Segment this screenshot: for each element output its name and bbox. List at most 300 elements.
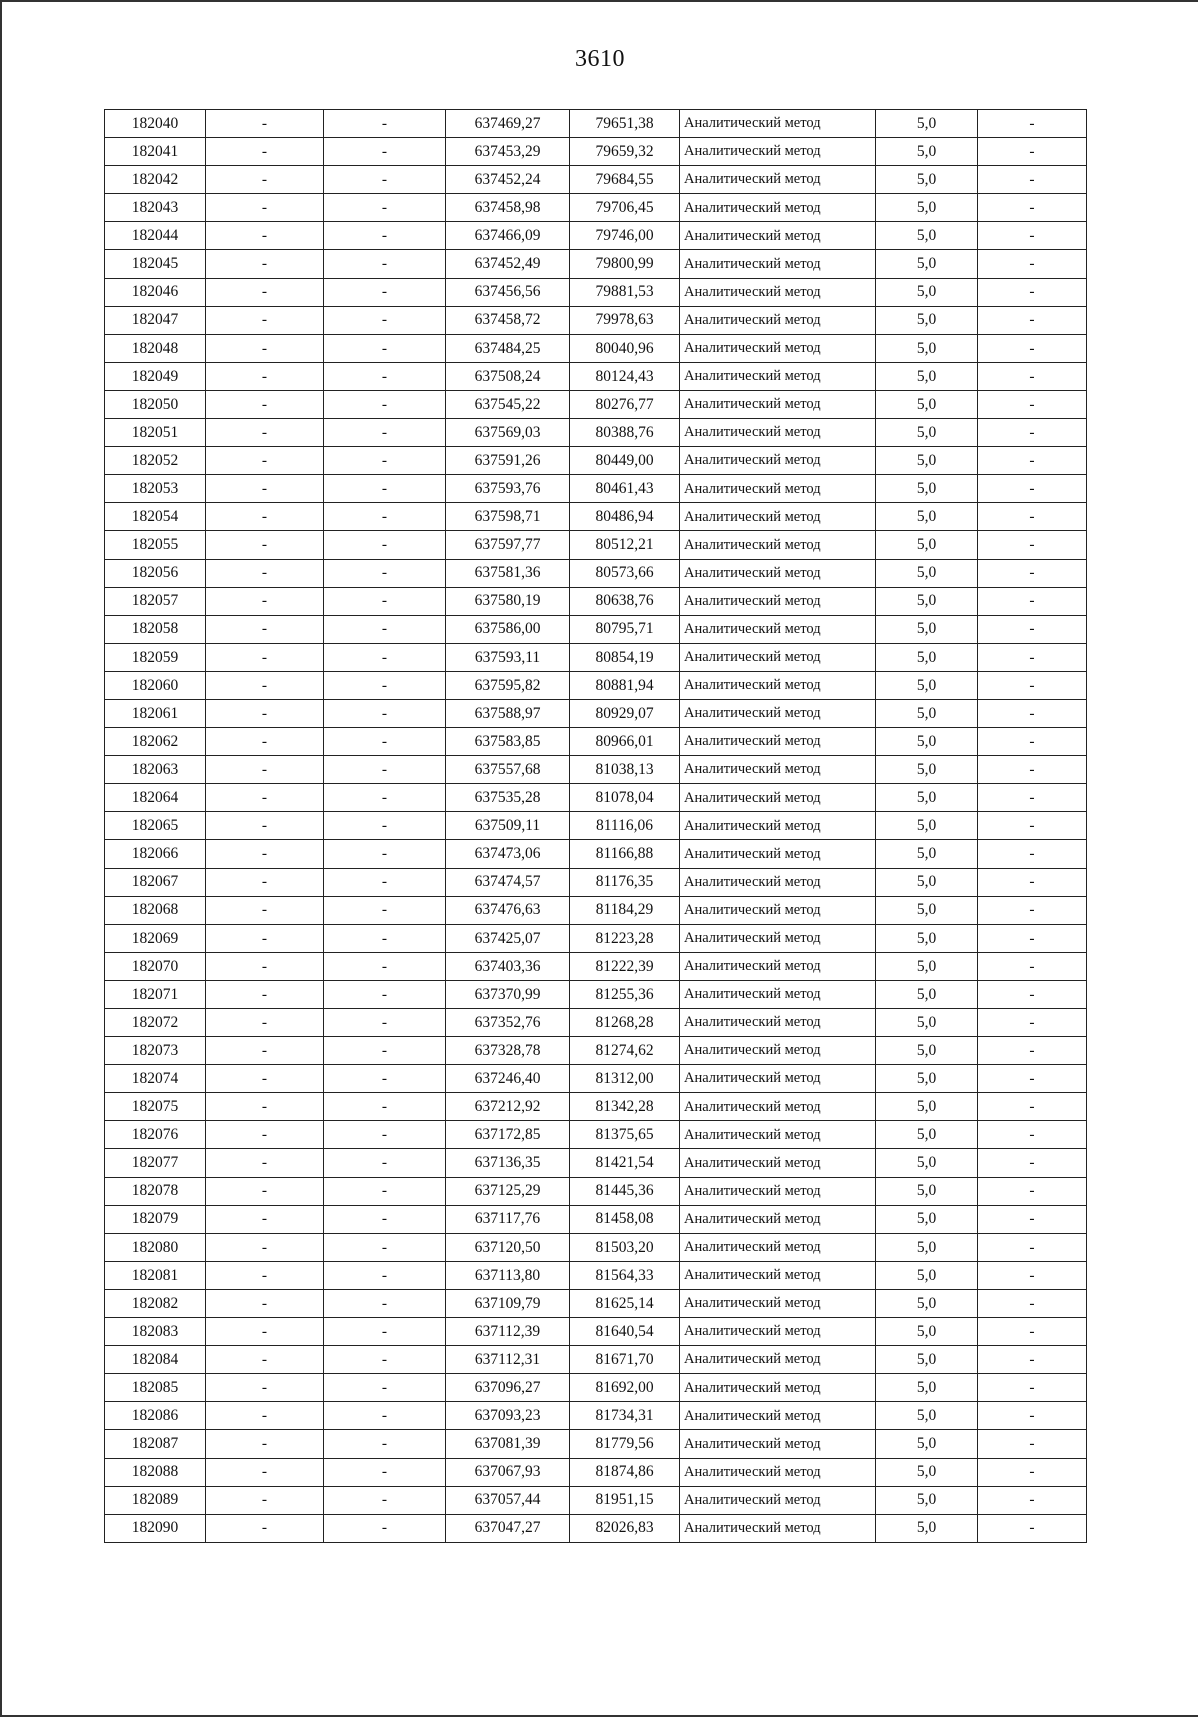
precision-cell: 5,0: [876, 419, 978, 447]
point-number-cell: 182072: [105, 1009, 206, 1037]
table-row: [105, 531, 1087, 559]
coord-y-cell: 81274,62: [570, 1037, 680, 1065]
dash-cell-a: -: [206, 503, 324, 531]
dash-cell-c: -: [978, 503, 1087, 531]
dash-cell-b: -: [324, 1318, 446, 1346]
coord-y-cell: 81176,35: [570, 868, 680, 896]
precision-cell: 5,0: [876, 1093, 978, 1121]
point-number-cell: 182071: [105, 980, 206, 1008]
method-cell: Аналитический метод: [680, 1009, 876, 1037]
point-number-cell: 182040: [105, 110, 206, 138]
dash-cell-b: -: [324, 194, 446, 222]
coord-y-cell: 80929,07: [570, 699, 680, 727]
dash-cell-a: -: [206, 1233, 324, 1261]
dash-cell-c: -: [978, 615, 1087, 643]
dash-cell-b: -: [324, 1149, 446, 1177]
table-body: [105, 110, 1087, 1543]
table-row: [105, 138, 1087, 166]
dash-cell-c: -: [978, 250, 1087, 278]
method-cell: Аналитический метод: [680, 587, 876, 615]
method-cell: Аналитический метод: [680, 166, 876, 194]
dash-cell-a: -: [206, 306, 324, 334]
dash-cell-a: -: [206, 166, 324, 194]
dash-cell-b: -: [324, 334, 446, 362]
point-number-cell: 182086: [105, 1402, 206, 1430]
dash-cell-b: -: [324, 278, 446, 306]
dash-cell-a: -: [206, 1065, 324, 1093]
point-number-cell: 182064: [105, 784, 206, 812]
dash-cell-b: -: [324, 1289, 446, 1317]
point-number-cell: 182080: [105, 1233, 206, 1261]
coord-y-cell: 82026,83: [570, 1514, 680, 1542]
coord-y-cell: 79746,00: [570, 222, 680, 250]
dash-cell-a: -: [206, 390, 324, 418]
dash-cell-b: -: [324, 1514, 446, 1542]
coord-y-cell: 79684,55: [570, 166, 680, 194]
method-cell: Аналитический метод: [680, 1261, 876, 1289]
method-cell: Аналитический метод: [680, 924, 876, 952]
dash-cell-c: -: [978, 1514, 1087, 1542]
table-row: [105, 1458, 1087, 1486]
table-row: [105, 1149, 1087, 1177]
precision-cell: 5,0: [876, 1346, 978, 1374]
coord-y-cell: 81078,04: [570, 784, 680, 812]
precision-cell: 5,0: [876, 896, 978, 924]
precision-cell: 5,0: [876, 1009, 978, 1037]
dash-cell-a: -: [206, 559, 324, 587]
method-cell: Аналитический метод: [680, 390, 876, 418]
method-cell: Аналитический метод: [680, 138, 876, 166]
dash-cell-a: -: [206, 447, 324, 475]
coord-x-cell: 637593,76: [446, 475, 570, 503]
coord-y-cell: 80388,76: [570, 419, 680, 447]
coord-x-cell: 637509,11: [446, 812, 570, 840]
dash-cell-c: -: [978, 1486, 1087, 1514]
method-cell: Аналитический метод: [680, 1374, 876, 1402]
point-number-cell: 182067: [105, 868, 206, 896]
point-number-cell: 182085: [105, 1374, 206, 1402]
table-row: [105, 1486, 1087, 1514]
dash-cell-c: -: [978, 1009, 1087, 1037]
table-row: [105, 784, 1087, 812]
dash-cell-b: -: [324, 1346, 446, 1374]
dash-cell-a: -: [206, 1009, 324, 1037]
coord-x-cell: 637508,24: [446, 362, 570, 390]
method-cell: Аналитический метод: [680, 1093, 876, 1121]
point-number-cell: 182075: [105, 1093, 206, 1121]
coord-x-cell: 637328,78: [446, 1037, 570, 1065]
point-number-cell: 182044: [105, 222, 206, 250]
dash-cell-b: -: [324, 812, 446, 840]
point-number-cell: 182059: [105, 643, 206, 671]
coord-x-cell: 637113,80: [446, 1261, 570, 1289]
dash-cell-a: -: [206, 1205, 324, 1233]
coord-y-cell: 81564,33: [570, 1261, 680, 1289]
coord-y-cell: 80854,19: [570, 643, 680, 671]
dash-cell-c: -: [978, 784, 1087, 812]
method-cell: Аналитический метод: [680, 615, 876, 643]
coord-y-cell: 80276,77: [570, 390, 680, 418]
coord-y-cell: 80638,76: [570, 587, 680, 615]
coord-x-cell: 637545,22: [446, 390, 570, 418]
coord-y-cell: 81445,36: [570, 1177, 680, 1205]
dash-cell-a: -: [206, 1121, 324, 1149]
coord-y-cell: 80966,01: [570, 728, 680, 756]
dash-cell-c: -: [978, 419, 1087, 447]
method-cell: Аналитический метод: [680, 980, 876, 1008]
precision-cell: 5,0: [876, 362, 978, 390]
dash-cell-c: -: [978, 1289, 1087, 1317]
table-row: [105, 1289, 1087, 1317]
dash-cell-b: -: [324, 447, 446, 475]
dash-cell-b: -: [324, 1233, 446, 1261]
coord-x-cell: 637586,00: [446, 615, 570, 643]
coord-y-cell: 80461,43: [570, 475, 680, 503]
dash-cell-c: -: [978, 1177, 1087, 1205]
coord-x-cell: 637452,49: [446, 250, 570, 278]
dash-cell-a: -: [206, 1037, 324, 1065]
coord-x-cell: 637453,29: [446, 138, 570, 166]
coord-x-cell: 637466,09: [446, 222, 570, 250]
dash-cell-c: -: [978, 390, 1087, 418]
dash-cell-a: -: [206, 784, 324, 812]
coordinates-table: [104, 109, 1087, 1543]
table-row: [105, 1233, 1087, 1261]
dash-cell-c: -: [978, 812, 1087, 840]
point-number-cell: 182070: [105, 952, 206, 980]
dash-cell-b: -: [324, 1093, 446, 1121]
table-row: [105, 362, 1087, 390]
method-cell: Аналитический метод: [680, 1402, 876, 1430]
dash-cell-c: -: [978, 306, 1087, 334]
dash-cell-b: -: [324, 1177, 446, 1205]
point-number-cell: 182081: [105, 1261, 206, 1289]
dash-cell-b: -: [324, 419, 446, 447]
dash-cell-a: -: [206, 110, 324, 138]
dash-cell-c: -: [978, 952, 1087, 980]
method-cell: Аналитический метод: [680, 1149, 876, 1177]
precision-cell: 5,0: [876, 643, 978, 671]
page-number: 3610: [575, 46, 625, 72]
coord-y-cell: 81951,15: [570, 1486, 680, 1514]
point-number-cell: 182068: [105, 896, 206, 924]
dash-cell-b: -: [324, 1121, 446, 1149]
precision-cell: 5,0: [876, 1121, 978, 1149]
dash-cell-b: -: [324, 559, 446, 587]
precision-cell: 5,0: [876, 924, 978, 952]
point-number-cell: 182069: [105, 924, 206, 952]
point-number-cell: 182049: [105, 362, 206, 390]
point-number-cell: 182076: [105, 1121, 206, 1149]
dash-cell-b: -: [324, 1374, 446, 1402]
dash-cell-c: -: [978, 138, 1087, 166]
coord-x-cell: 637588,97: [446, 699, 570, 727]
coord-x-cell: 637595,82: [446, 671, 570, 699]
table-row: [105, 728, 1087, 756]
dash-cell-c: -: [978, 980, 1087, 1008]
table-row: [105, 166, 1087, 194]
dash-cell-c: -: [978, 840, 1087, 868]
dash-cell-c: -: [978, 1037, 1087, 1065]
method-cell: Аналитический метод: [680, 728, 876, 756]
dash-cell-c: -: [978, 1093, 1087, 1121]
table-row: [105, 699, 1087, 727]
precision-cell: 5,0: [876, 784, 978, 812]
dash-cell-a: -: [206, 699, 324, 727]
table-row: [105, 812, 1087, 840]
method-cell: Аналитический метод: [680, 1037, 876, 1065]
precision-cell: 5,0: [876, 615, 978, 643]
point-number-cell: 182043: [105, 194, 206, 222]
dash-cell-a: -: [206, 587, 324, 615]
coord-y-cell: 79881,53: [570, 278, 680, 306]
dash-cell-a: -: [206, 980, 324, 1008]
method-cell: Аналитический метод: [680, 559, 876, 587]
coord-x-cell: 637469,27: [446, 110, 570, 138]
coord-y-cell: 80040,96: [570, 334, 680, 362]
dash-cell-c: -: [978, 559, 1087, 587]
dash-cell-c: -: [978, 1458, 1087, 1486]
dash-cell-c: -: [978, 194, 1087, 222]
point-number-cell: 182055: [105, 531, 206, 559]
precision-cell: 5,0: [876, 587, 978, 615]
coord-x-cell: 637047,27: [446, 1514, 570, 1542]
point-number-cell: 182054: [105, 503, 206, 531]
coord-x-cell: 637246,40: [446, 1065, 570, 1093]
coord-x-cell: 637120,50: [446, 1233, 570, 1261]
dash-cell-c: -: [978, 447, 1087, 475]
coord-x-cell: 637484,25: [446, 334, 570, 362]
dash-cell-a: -: [206, 1402, 324, 1430]
method-cell: Аналитический метод: [680, 868, 876, 896]
coord-x-cell: 637473,06: [446, 840, 570, 868]
method-cell: Аналитический метод: [680, 278, 876, 306]
coord-x-cell: 637067,93: [446, 1458, 570, 1486]
method-cell: Аналитический метод: [680, 1065, 876, 1093]
dash-cell-b: -: [324, 166, 446, 194]
precision-cell: 5,0: [876, 531, 978, 559]
table-row: [105, 194, 1087, 222]
coord-x-cell: 637474,57: [446, 868, 570, 896]
table-row: [105, 390, 1087, 418]
dash-cell-c: -: [978, 278, 1087, 306]
dash-cell-b: -: [324, 1486, 446, 1514]
dash-cell-a: -: [206, 1374, 324, 1402]
precision-cell: 5,0: [876, 222, 978, 250]
precision-cell: 5,0: [876, 278, 978, 306]
dash-cell-a: -: [206, 1177, 324, 1205]
point-number-cell: 182047: [105, 306, 206, 334]
table-row: [105, 896, 1087, 924]
coord-x-cell: 637403,36: [446, 952, 570, 980]
dash-cell-c: -: [978, 1374, 1087, 1402]
point-number-cell: 182077: [105, 1149, 206, 1177]
dash-cell-b: -: [324, 1458, 446, 1486]
table-row: [105, 419, 1087, 447]
point-number-cell: 182078: [105, 1177, 206, 1205]
dash-cell-c: -: [978, 728, 1087, 756]
precision-cell: 5,0: [876, 1289, 978, 1317]
dash-cell-c: -: [978, 222, 1087, 250]
coord-x-cell: 637569,03: [446, 419, 570, 447]
table-row: [105, 756, 1087, 784]
coord-y-cell: 81116,06: [570, 812, 680, 840]
dash-cell-a: -: [206, 952, 324, 980]
dash-cell-a: -: [206, 278, 324, 306]
dash-cell-a: -: [206, 615, 324, 643]
table-row: [105, 475, 1087, 503]
table-row: [105, 615, 1087, 643]
table-row: [105, 250, 1087, 278]
coord-x-cell: 637452,24: [446, 166, 570, 194]
coord-y-cell: 81038,13: [570, 756, 680, 784]
dash-cell-a: -: [206, 924, 324, 952]
dash-cell-b: -: [324, 110, 446, 138]
dash-cell-c: -: [978, 1430, 1087, 1458]
precision-cell: 5,0: [876, 1458, 978, 1486]
dash-cell-a: -: [206, 138, 324, 166]
method-cell: Аналитический метод: [680, 306, 876, 334]
dash-cell-a: -: [206, 1318, 324, 1346]
dash-cell-a: -: [206, 222, 324, 250]
dash-cell-b: -: [324, 784, 446, 812]
point-number-cell: 182061: [105, 699, 206, 727]
dash-cell-a: -: [206, 334, 324, 362]
point-number-cell: 182089: [105, 1486, 206, 1514]
method-cell: Аналитический метод: [680, 1430, 876, 1458]
table-row: [105, 1514, 1087, 1542]
method-cell: Аналитический метод: [680, 643, 876, 671]
precision-cell: 5,0: [876, 447, 978, 475]
dash-cell-c: -: [978, 924, 1087, 952]
precision-cell: 5,0: [876, 166, 978, 194]
method-cell: Аналитический метод: [680, 1121, 876, 1149]
dash-cell-a: -: [206, 250, 324, 278]
coord-y-cell: 79659,32: [570, 138, 680, 166]
coord-x-cell: 637370,99: [446, 980, 570, 1008]
dash-cell-a: -: [206, 531, 324, 559]
coord-y-cell: 81458,08: [570, 1205, 680, 1233]
coord-x-cell: 637112,39: [446, 1318, 570, 1346]
method-cell: Аналитический метод: [680, 362, 876, 390]
dash-cell-b: -: [324, 1065, 446, 1093]
method-cell: Аналитический метод: [680, 699, 876, 727]
dash-cell-a: -: [206, 812, 324, 840]
coord-x-cell: 637352,76: [446, 1009, 570, 1037]
coord-x-cell: 637093,23: [446, 1402, 570, 1430]
dash-cell-a: -: [206, 840, 324, 868]
precision-cell: 5,0: [876, 1037, 978, 1065]
table-row: [105, 840, 1087, 868]
coord-y-cell: 81779,56: [570, 1430, 680, 1458]
dash-cell-a: -: [206, 362, 324, 390]
coord-x-cell: 637172,85: [446, 1121, 570, 1149]
method-cell: Аналитический метод: [680, 1233, 876, 1261]
method-cell: Аналитический метод: [680, 1486, 876, 1514]
table-row: [105, 1037, 1087, 1065]
dash-cell-a: -: [206, 1149, 324, 1177]
coord-x-cell: 637535,28: [446, 784, 570, 812]
table-row: [105, 952, 1087, 980]
method-cell: Аналитический метод: [680, 952, 876, 980]
precision-cell: 5,0: [876, 1514, 978, 1542]
point-number-cell: 182084: [105, 1346, 206, 1374]
method-cell: Аналитический метод: [680, 250, 876, 278]
dash-cell-c: -: [978, 671, 1087, 699]
table-row: [105, 1374, 1087, 1402]
dash-cell-a: -: [206, 671, 324, 699]
coord-y-cell: 81421,54: [570, 1149, 680, 1177]
method-cell: Аналитический метод: [680, 1346, 876, 1374]
dash-cell-c: -: [978, 896, 1087, 924]
table-row: [105, 587, 1087, 615]
point-number-cell: 182087: [105, 1430, 206, 1458]
table-row: [105, 1261, 1087, 1289]
table-row: [105, 503, 1087, 531]
dash-cell-b: -: [324, 952, 446, 980]
point-number-cell: 182065: [105, 812, 206, 840]
point-number-cell: 182063: [105, 756, 206, 784]
coord-x-cell: 637458,72: [446, 306, 570, 334]
dash-cell-b: -: [324, 1402, 446, 1430]
method-cell: Аналитический метод: [680, 194, 876, 222]
point-number-cell: 182058: [105, 615, 206, 643]
coord-y-cell: 81223,28: [570, 924, 680, 952]
coord-x-cell: 637096,27: [446, 1374, 570, 1402]
precision-cell: 5,0: [876, 812, 978, 840]
dash-cell-c: -: [978, 1346, 1087, 1374]
table-row: [105, 643, 1087, 671]
table-row: [105, 924, 1087, 952]
coord-y-cell: 80512,21: [570, 531, 680, 559]
precision-cell: 5,0: [876, 334, 978, 362]
point-number-cell: 182057: [105, 587, 206, 615]
point-number-cell: 182062: [105, 728, 206, 756]
table-row: [105, 447, 1087, 475]
dash-cell-a: -: [206, 1346, 324, 1374]
method-cell: Аналитический метод: [680, 222, 876, 250]
dash-cell-c: -: [978, 1318, 1087, 1346]
coord-y-cell: 81640,54: [570, 1318, 680, 1346]
method-cell: Аналитический метод: [680, 1289, 876, 1317]
table-row: [105, 980, 1087, 1008]
dash-cell-c: -: [978, 756, 1087, 784]
table-row: [105, 1318, 1087, 1346]
method-cell: Аналитический метод: [680, 447, 876, 475]
dash-cell-c: -: [978, 166, 1087, 194]
method-cell: Аналитический метод: [680, 896, 876, 924]
dash-cell-a: -: [206, 1514, 324, 1542]
dash-cell-c: -: [978, 475, 1087, 503]
table-row: [105, 1065, 1087, 1093]
precision-cell: 5,0: [876, 306, 978, 334]
table-row: [105, 1121, 1087, 1149]
point-number-cell: 182088: [105, 1458, 206, 1486]
method-cell: Аналитический метод: [680, 110, 876, 138]
table-row: [105, 222, 1087, 250]
dash-cell-a: -: [206, 1093, 324, 1121]
table-row: [105, 306, 1087, 334]
dash-cell-b: -: [324, 531, 446, 559]
dash-cell-a: -: [206, 1289, 324, 1317]
point-number-cell: 182045: [105, 250, 206, 278]
dash-cell-c: -: [978, 643, 1087, 671]
dash-cell-b: -: [324, 980, 446, 1008]
dash-cell-a: -: [206, 1261, 324, 1289]
precision-cell: 5,0: [876, 250, 978, 278]
precision-cell: 5,0: [876, 952, 978, 980]
dash-cell-b: -: [324, 756, 446, 784]
